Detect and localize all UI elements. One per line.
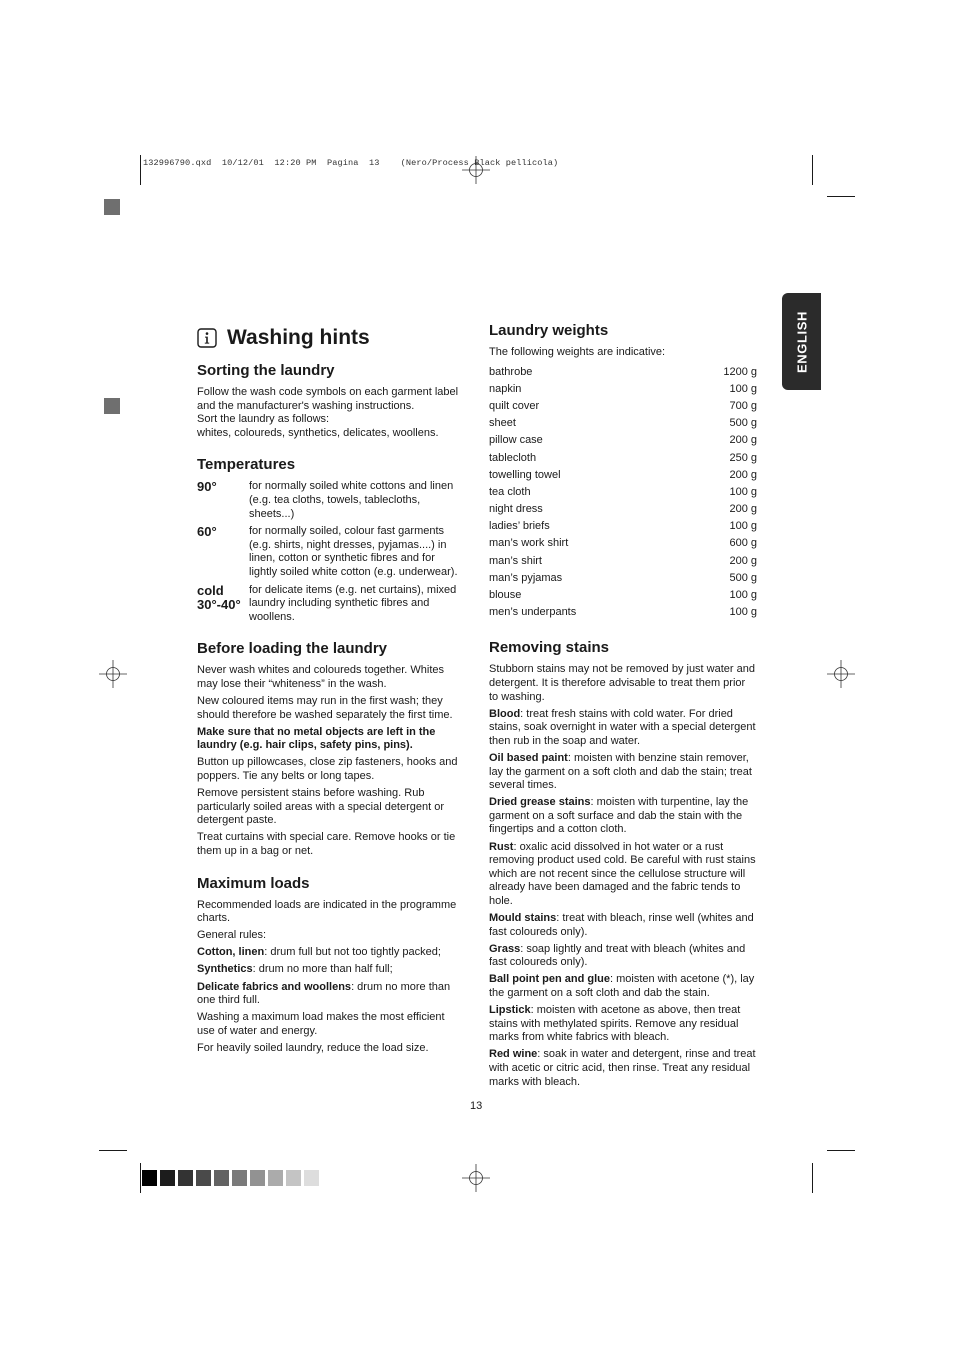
section-heading: Laundry weights	[489, 322, 609, 339]
weight-row	[489, 364, 757, 381]
weight-item-value: 200 g	[729, 434, 757, 447]
left-column	[197, 326, 465, 1071]
paragraph: Stubborn stains may not be removed by just water and detergent. It is therefore advisable to treat them prior to washing.	[489, 663, 755, 703]
weight-item-value: 200 g	[729, 468, 757, 481]
weight-item-name: blouse	[489, 589, 522, 602]
section-heading: Before loading the laundry	[197, 640, 388, 658]
stains-list	[489, 708, 757, 1089]
load-rule-term: Synthetics	[197, 963, 253, 976]
crop-mark	[140, 155, 141, 185]
weight-item-name: tablecloth	[489, 451, 537, 464]
crop-mark	[812, 155, 813, 185]
temperature-row	[197, 480, 465, 521]
paragraph: Remove persistent stains before washing. Rub particularly soiled areas with a special detergent or detergent paste.	[197, 787, 445, 827]
temperature-value: 60°	[197, 524, 217, 540]
stain-instructions: : moisten with acetone as above, then treat stains with methylated spirits. Remove any residual marks from white fabrics with bleach.	[489, 1004, 741, 1044]
stain-entry	[489, 1048, 757, 1089]
temperature-value: cold 30°-40°	[197, 582, 241, 612]
weight-item-value: 1200 g	[723, 365, 757, 378]
load-rule	[197, 963, 465, 977]
print-slug: 132996790.qxd 10/12/01 12:20 PM Pagina 13 (Nero/Process Black pellicola)	[143, 158, 559, 168]
registration-mark-icon	[99, 660, 127, 688]
temperature-description: for delicate items (e.g. net curtains), mixed laundry including synthetic fibres and woollens.	[249, 583, 457, 623]
color-swatch	[142, 1170, 157, 1186]
weight-item-value: 500 g	[729, 571, 757, 584]
load-rule-term: Delicate fabrics and woollens	[197, 980, 352, 993]
load-rule-text: : drum no more than half full;	[252, 963, 393, 976]
load-rule-text: : drum full but not too tightly packed;	[264, 946, 441, 959]
section-sorting	[197, 362, 465, 440]
load-rule	[197, 981, 465, 1008]
weight-item-value: 100 g	[729, 382, 757, 395]
weight-row	[489, 381, 757, 398]
stain-type: Mould stains	[489, 912, 557, 924]
weight-item-value: 600 g	[729, 537, 757, 550]
weight-item-name: tea cloth	[489, 485, 531, 498]
stain-type: Blood	[489, 707, 521, 720]
temperature-value: 90°	[197, 479, 217, 495]
weight-item-name: man’s work shirt	[489, 537, 569, 550]
color-swatch	[304, 1170, 319, 1186]
stain-instructions: : moisten with acetone (*), lay the garment on a soft cloth and dab the stain.	[489, 973, 755, 999]
paragraph: Sort the laundry as follows:	[197, 413, 330, 426]
crop-mark	[812, 1163, 813, 1193]
color-swatch	[160, 1170, 175, 1186]
crop-mark	[827, 1150, 855, 1151]
weight-item-name: night dress	[489, 503, 543, 516]
load-rule	[197, 946, 465, 960]
section-before-loading	[197, 640, 465, 858]
stain-instructions: : soak in water and detergent, rinse and treat with acetic or citric acid, then rinse. Treat any residual marks with bleach.	[489, 1048, 756, 1088]
weight-row	[489, 518, 757, 535]
weight-row	[489, 467, 757, 484]
weight-item-value: 200 g	[729, 554, 757, 567]
temperature-row	[197, 525, 465, 579]
weight-item-value: 100 g	[729, 485, 757, 498]
paragraph: Recommended loads are indicated in the programme charts.	[197, 898, 457, 925]
page-number: 13	[470, 1100, 483, 1112]
stain-type: Lipstick	[489, 1004, 531, 1017]
section-heading: Sorting the laundry	[197, 362, 335, 379]
weight-row	[489, 535, 757, 552]
color-swatch	[232, 1170, 247, 1186]
stain-type: Oil based paint	[489, 751, 568, 764]
weight-row	[489, 450, 757, 467]
weight-row	[489, 398, 757, 415]
color-swatch	[286, 1170, 301, 1186]
info-icon	[197, 328, 217, 348]
paragraph: For heavily soiled laundry, reduce the load size.	[197, 1041, 429, 1054]
stain-entry	[489, 841, 757, 909]
stain-type: Red wine	[489, 1048, 538, 1061]
weight-row	[489, 570, 757, 587]
weight-item-value: 100 g	[729, 606, 757, 619]
weight-item-name: bathrobe	[489, 365, 533, 378]
crop-mark	[140, 1163, 141, 1193]
language-tab-label: ENGLISH	[794, 310, 809, 373]
crop-mark	[99, 1150, 127, 1151]
stain-instructions: : soap lightly and treat with bleach (whites and fast coloureds only).	[489, 942, 746, 969]
paragraph: Follow the wash code symbols on each garment label and the manufacturer's washing instructions.	[197, 386, 459, 412]
paragraph: Button up pillowcases, close zip fasteners, hooks and poppers. Tie any belts or long tapes.	[197, 756, 458, 782]
stain-entry	[489, 752, 757, 793]
warning-paragraph: Make sure that no metal objects are left in the laundry (e.g. hair clips, safety pins, pins).	[197, 725, 436, 752]
stain-instructions: : moisten with benzine stain remover, lay the garment on a soft cloth and dab the stain; treat several times.	[489, 751, 752, 792]
stain-type: Rust	[489, 840, 514, 853]
weight-item-name: napkin	[489, 382, 522, 395]
load-rule-text: : drum no more than one third full.	[197, 980, 451, 1007]
color-swatch	[178, 1170, 193, 1186]
stain-instructions: : treat with bleach, rinse well (whites and fast coloureds only).	[489, 912, 754, 938]
stain-instructions: : oxalic acid dissolved in hot water or a rust removing product used cold. Be careful with rust stains which are not recent since the cellulose structure will already have been damaged and the fabric tends to hole.	[489, 840, 756, 907]
color-swatch	[214, 1170, 229, 1186]
stain-type: Grass	[489, 942, 521, 955]
weights-list	[489, 364, 757, 622]
stain-entry	[489, 708, 757, 749]
load-rule-term: Cotton, linen	[197, 946, 265, 959]
temperature-description: for normally soiled, colour fast garments (e.g. shirts, night dresses, pyjamas....) in linen, cotton or synthetic fibres and for lightly soiled white cotton (e.g. underwear).	[249, 525, 458, 578]
registration-mark-icon	[827, 660, 855, 688]
page-title	[197, 326, 465, 350]
paragraph: The following weights are indicative:	[489, 346, 666, 358]
weight-row	[489, 484, 757, 501]
section-maximum-loads	[197, 875, 465, 1056]
weight-row	[489, 415, 757, 432]
stain-entry	[489, 796, 757, 837]
crop-mark	[827, 196, 855, 197]
weight-item-value: 100 g	[729, 589, 757, 602]
section-temperatures	[197, 456, 465, 624]
color-swatch	[196, 1170, 211, 1186]
section-heading: Maximum loads	[197, 874, 310, 892]
weight-row	[489, 432, 757, 449]
weight-item-name: man’s pyjamas	[489, 571, 563, 584]
stain-type: Dried grease stains	[489, 796, 591, 809]
gray-marker-square	[104, 398, 120, 414]
weight-row	[489, 501, 757, 518]
weight-item-name: towelling towel	[489, 468, 561, 481]
registration-mark-icon	[462, 156, 490, 184]
temperature-row	[197, 584, 465, 625]
paragraph: General rules:	[197, 929, 267, 942]
weight-item-value: 700 g	[729, 399, 757, 412]
section-heading: Temperatures	[197, 456, 296, 474]
temperature-description: for normally soiled white cottons and linen (e.g. tea cloths, towels, tablecloths, sheets...)	[249, 480, 454, 520]
paragraph: Washing a maximum load makes the most efficient use of water and energy.	[197, 1011, 445, 1037]
weight-item-value: 250 g	[729, 451, 757, 464]
weight-item-value: 100 g	[729, 520, 757, 533]
stain-entry	[489, 973, 757, 1000]
language-tab	[782, 293, 821, 390]
stain-type: Ball point pen and glue	[489, 973, 610, 986]
weight-item-name: pillow case	[489, 434, 543, 447]
stain-entry	[489, 1004, 757, 1045]
stain-instructions: : moisten with turpentine, lay the garment on a soft surface and dab the stain with the fingertips and a cotton cloth.	[489, 796, 749, 836]
section-laundry-weights	[489, 322, 757, 621]
weight-item-name: sheet	[489, 417, 516, 430]
weight-item-name: men’s underpants	[489, 606, 577, 619]
weight-row	[489, 553, 757, 570]
stain-entry	[489, 943, 757, 970]
weight-item-value: 500 g	[729, 417, 757, 430]
weight-row	[489, 587, 757, 604]
stain-instructions: : treat fresh stains with cold water. For dried stains, soak overnight in water with a special detergent then rub in the soap and water.	[489, 707, 756, 747]
stain-entry	[489, 912, 757, 939]
paragraph: New coloured items may run in the first wash; they should therefore be washed separately the first time.	[197, 695, 453, 721]
weight-item-value: 200 g	[729, 503, 757, 516]
registration-mark-icon	[462, 1164, 490, 1192]
weight-item-name: man’s shirt	[489, 554, 542, 567]
paragraph: Treat curtains with special care. Remove hooks or tie them up in a bag or net.	[197, 831, 456, 857]
weight-item-name: quilt cover	[489, 399, 540, 412]
color-swatch	[268, 1170, 283, 1186]
color-swatch	[250, 1170, 265, 1186]
paragraph: whites, coloureds, synthetics, delicates, woollens.	[197, 426, 439, 439]
paragraph: Never wash whites and coloureds together. Whites may lose their “whiteness” in the wash.	[197, 664, 445, 690]
section-heading: Removing stains	[489, 639, 610, 657]
weight-row	[489, 604, 757, 621]
weight-item-name: ladies’ briefs	[489, 520, 550, 533]
section-removing-stains	[489, 639, 757, 1089]
page-title-text: Washing hints	[227, 326, 370, 349]
gray-marker-square	[104, 199, 120, 215]
right-column	[489, 322, 757, 1105]
